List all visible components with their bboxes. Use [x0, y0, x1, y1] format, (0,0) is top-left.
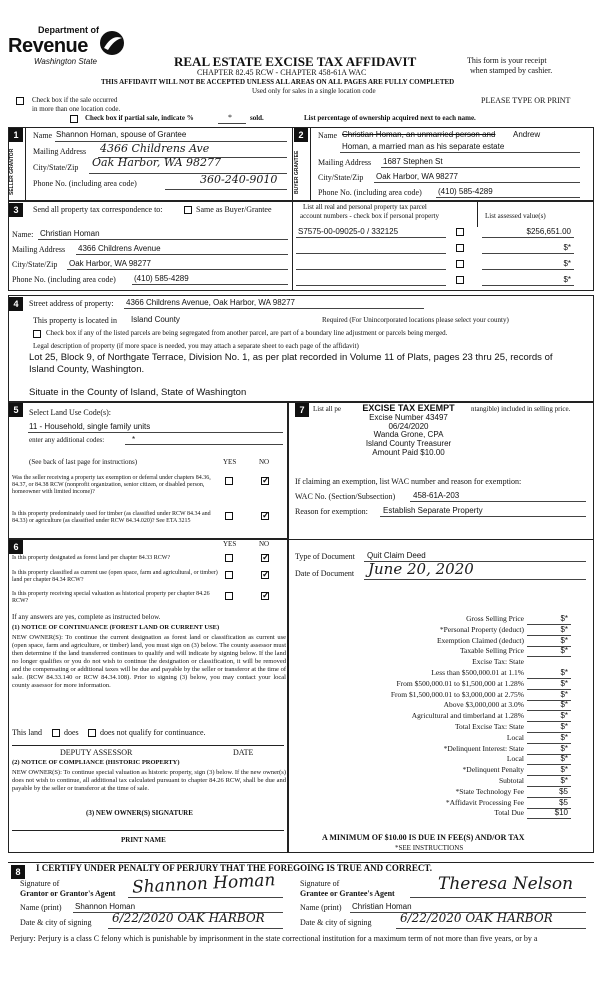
s5-q2-no[interactable]: [261, 512, 269, 520]
buyer-phone-label: Phone No. (including area code): [318, 188, 422, 197]
doc-date-label: Date of Document: [295, 569, 355, 578]
notice-1-body: NEW OWNER(S): To continue the current designation as forest land or classification as current use (open space, farm and agriculture, or timber) land, you must sign on (3) below. The county assessor must then determine if the land transferred continues to qualify and will indicate by signing below. If the land no longer qualifies or you do not wish to continue the designation or classification, it will be removed and the compensating or additional taxes will be due and payable by the seller or transferor at the time of sale. (RCW 84.33.140 or RCW 84.34.108). Prior to signing (3) below, you may contact your local county assessor for more information.: [12, 634, 286, 689]
county-label: This property is located in: [33, 316, 117, 325]
tax-row-value: $*: [560, 668, 568, 677]
tax-row-value: $*: [560, 776, 568, 785]
s5-q1-yes[interactable]: [225, 477, 233, 485]
section-6-box: [8, 539, 288, 853]
corr-mailing: 4366 Childrens Avenue: [78, 244, 161, 253]
section-5-badge: 5: [9, 403, 23, 417]
s6-yes-header: YES: [223, 540, 237, 548]
tax-row-value: $5: [559, 798, 568, 807]
stamp-date: 06/24/2020: [388, 421, 429, 431]
assessed-1: $256,651.00: [526, 227, 571, 236]
tax-row-label: Local: [506, 754, 524, 763]
parcel-1-personal-checkbox[interactable]: [456, 228, 464, 236]
tax-row-label: Excise Tax: State: [472, 657, 524, 666]
seller-phone: 360-240-9010: [200, 173, 278, 186]
partial-sold-label: sold.: [250, 114, 264, 122]
s5-q1: Was the seller receiving a property tax exemption or deferral under chapters 84.36, 84.37, or 84.38 RCW (nonprofit organization, senior citizen, or disabled person, homeowner with limited income)?: [12, 475, 211, 495]
section-3-badge: 3: [9, 203, 23, 217]
notice-2-body: NEW OWNER(S): To continue special valuation as historic property, sign (3) below. If the new owner(s) does not wish to continue, all additional tax calculated pursuant to chapter 84.26 RCW, shall be due and payable by the seller or transferor at the time of sale.: [12, 769, 286, 792]
assessed-header: List assessed value(s): [485, 212, 546, 220]
s6-q3: Is this property receiving special valuation as historical property per chapter 84.26 RCW?: [12, 591, 210, 604]
tax-row-label: *Affidavit Processing Fee: [445, 798, 524, 807]
s5-q2-yes[interactable]: [225, 512, 233, 520]
tax-row-value: $*: [560, 722, 568, 731]
buyer-side-label: BUYER GRANTEE: [294, 150, 300, 194]
s5-no-header: NO: [259, 458, 270, 466]
tax-row-label: Less than $500,000.01 at 1.1%: [431, 668, 524, 677]
stamp-number: Excise Number 43497: [369, 412, 448, 422]
stamp-amount: Amount Paid $10.00: [372, 448, 445, 458]
parcel-header-1: List all real and personal property tax parcel: [303, 203, 427, 211]
street-label: Street address of property:: [29, 299, 114, 308]
parcel-header-2: account numbers - check box if personal property: [300, 212, 439, 220]
perjury-note: Perjury: Perjury is a class C felony which is punishable by imprisonment in the state correctional institution for a maximum term of not more than five years, or by a: [10, 935, 538, 943]
legal-label: Legal description of property (if more space is needed, you may attach a separate sheet to each page of the affidavit): [33, 342, 359, 350]
buyer-mailing-label: Mailing Address: [318, 158, 372, 167]
buyer-name-struck: Christian Homan, an unmarried person and: [342, 130, 496, 139]
receipt-note-2: when stamped by cashier.: [470, 66, 553, 75]
buyer-city: Oak Harbor, WA 98277: [376, 172, 458, 181]
receipt-note-1: This form is your receipt: [467, 56, 547, 65]
notice-2-title: (2) NOTICE OF COMPLIANCE (HISTORIC PROPERTY): [12, 759, 180, 766]
grantor-print-label: Name (print): [20, 903, 62, 912]
tax-row-value: $*: [560, 765, 568, 774]
legal-line-2: Island County, Washington.: [29, 364, 145, 375]
tax-row-label: *State Technology Fee: [455, 787, 524, 796]
parcel-4-personal-checkbox[interactable]: [456, 276, 464, 284]
legal-line-1: Lot 25, Block 9, of Northgate Terrace, Division No. 1, as per plat recorded in Volume 11 of Plats, pages 23 thru 25, records of: [29, 352, 553, 363]
buyer-name-1: Andrew: [513, 130, 541, 139]
s6-q1-no[interactable]: [261, 554, 269, 562]
form-warning: THIS AFFIDAVIT WILL NOT BE ACCEPTED UNLESS ALL AREAS ON ALL PAGES ARE FULLY COMPLETED: [101, 78, 455, 86]
new-owner-signature-label: (3) NEW OWNER(S) SIGNATURE: [86, 809, 193, 817]
parcel-3-personal-checkbox[interactable]: [456, 260, 464, 268]
land-does-label: does: [64, 728, 79, 737]
s5-q2: Is this property predominately used for timber (as classified under RCW 84.34 and 84.33) or agriculture (as classified under RCW 84.34.020)? See ETA 3215: [12, 511, 211, 524]
stamp-name: Wanda Grone, CPA: [373, 430, 444, 440]
partial-sale-checkbox[interactable]: [70, 115, 78, 123]
grantor-date-city: 6/22/2020 OAK HARBOR: [112, 911, 265, 925]
grantor-date-city-label: Date & city of signing: [20, 918, 92, 927]
corr-name-label: Name:: [12, 230, 34, 239]
tax-row-label: Exemption Claimed (deduct): [436, 636, 524, 645]
assessed-2: $*: [563, 243, 571, 252]
tax-row-value: $5: [559, 787, 568, 796]
grantor-sig-label-2: Grantor or Grantor's Agent: [20, 889, 116, 898]
additional-codes-label: enter any additional codes:: [29, 436, 105, 444]
see-back-note: (See back of last page for instructions): [29, 458, 138, 466]
multi-location-checkbox[interactable]: [16, 97, 24, 105]
grantee-date-city: 6/22/2020 OAK HARBOR: [400, 911, 553, 925]
tax-row-label: Total Excise Tax: State: [454, 722, 524, 731]
wac-value: 458-61A-203: [413, 491, 460, 500]
s6-q1: Is this property designated as forest land per chapter 84.33 RCW?: [12, 555, 171, 561]
s6-q1-yes[interactable]: [225, 554, 233, 562]
grantor-sig-label-1: Signature of: [20, 879, 60, 888]
s6-no-header: NO: [259, 540, 270, 548]
grantee-sig-label-2: Grantee or Grantee's Agent: [300, 889, 395, 898]
assessed-4: $*: [563, 275, 571, 284]
section-7-badge: 7: [295, 403, 309, 417]
s6-q3-yes[interactable]: [225, 592, 233, 600]
grantor-signature: Shannon Homan: [131, 870, 276, 898]
see-instructions-note: *SEE INSTRUCTIONS: [395, 844, 464, 852]
doc-type-label: Type of Document: [295, 552, 355, 561]
segregated-label: Check box if any of the listed parcels are being segregated from another parcel, are part of a boundary line adjustment or parcels being merged.: [46, 329, 448, 337]
seller-name: Shannon Homan, spouse of Grantee: [56, 130, 187, 139]
partial-pct-field[interactable]: [218, 123, 246, 124]
dor-logo-icon: [98, 30, 126, 56]
tax-row-value: $*: [560, 754, 568, 763]
s5-q1-no[interactable]: [261, 477, 269, 485]
land-does-checkbox[interactable]: [52, 729, 60, 737]
tax-row-label: Taxable Selling Price: [459, 646, 524, 655]
seller-phone-label: Phone No. (including area code): [33, 179, 137, 188]
seller-city: Oak Harbor, WA 98277: [92, 156, 222, 169]
stamp-title: EXCISE TAX EXEMPT: [362, 403, 455, 413]
s5-yes-header: YES: [223, 458, 237, 466]
tax-row-value: $*: [560, 711, 568, 720]
same-as-buyer-checkbox[interactable]: [184, 206, 192, 214]
deputy-assessor-label: DEPUTY ASSESSOR: [60, 748, 133, 757]
grantee-sig-label-1: Signature of: [300, 879, 340, 888]
s6-q3-no[interactable]: [261, 592, 269, 600]
seller-side-label: SELLER GRANTOR: [9, 148, 15, 196]
corr-phone-label: Phone No. (including area code): [12, 275, 116, 284]
section-1-badge: 1: [9, 128, 23, 142]
tax-row-value: $*: [560, 625, 568, 634]
minimum-due-note: A MINIMUM OF $10.00 IS DUE IN FEE(S) AND/OR TAX: [322, 833, 525, 842]
tax-row-label: Subtotal: [498, 776, 524, 785]
tax-row-value: $*: [560, 733, 568, 742]
excise-exempt-stamp: [346, 404, 471, 458]
legal-line-3: Situate in the County of Island, State of Washington: [29, 387, 247, 398]
form-chapter: CHAPTER 82.45 RCW - CHAPTER 458-61A WAC: [197, 68, 367, 77]
personal-property-intro-b: ntangible) included in selling price.: [471, 405, 571, 413]
land-use-label: Select Land Use Code(s):: [29, 408, 111, 417]
partial-sale-label: Check box if partial sale, indicate %: [85, 114, 194, 122]
parcel-1: S7575-00-09025-0 / 332125: [298, 227, 399, 236]
tax-row-label: *Delinquent Penalty: [462, 765, 524, 774]
land-use-value: 11 - Household, single family units: [29, 422, 151, 431]
seller-mailing: 4366 Childrens Ave: [100, 142, 210, 155]
grantee-print-label: Name (print): [300, 903, 342, 912]
corr-city: Oak Harbor, WA 98277: [69, 259, 151, 268]
tax-row-label: Gross Selling Price: [466, 614, 524, 623]
buyer-phone: (410) 585-4289: [438, 187, 493, 196]
certify-statement: I CERTIFY UNDER PENALTY OF PERJURY THAT THE FOREGOING IS TRUE AND CORRECT.: [36, 863, 433, 873]
tax-row-label: Agricultural and timberland at 1.28%: [411, 711, 524, 720]
dept-logo-text: Revenue: [8, 35, 88, 57]
corr-city-label: City/State/Zip: [12, 260, 58, 269]
grantee-print-name: Christian Homan: [352, 902, 412, 911]
grantee-signature: Theresa Nelson: [438, 874, 574, 894]
print-name-label: PRINT NAME: [121, 836, 166, 844]
partial-pct-value: *: [228, 113, 232, 122]
wac-label: WAC No. (Section/Subsection): [295, 492, 396, 501]
tax-row-label: From $500,000.01 to $1,500,000 at 1.28%: [396, 679, 524, 688]
tax-row-value: $*: [560, 690, 568, 699]
buyer-name-2: Homan, a married man as his separate estate: [342, 142, 505, 151]
s6-q2-yes[interactable]: [225, 571, 233, 579]
tax-row-value: $10: [554, 808, 568, 817]
s6-q2: Is this property classified as current use (open space, farm and agricultural, or timber) land per chapter 84.34 RCW?: [12, 570, 218, 583]
seller-name-label: Name: [33, 131, 53, 140]
list-pct-note: List percentage of ownership acquired next to each name.: [304, 114, 476, 122]
parcel-2-personal-checkbox[interactable]: [456, 244, 464, 252]
assessed-3: $*: [563, 259, 571, 268]
please-type: PLEASE TYPE OR PRINT: [481, 96, 571, 105]
notice-1-title: (1) NOTICE OF CONTINUANCE (FOREST LAND OR CURRENT USE): [12, 624, 220, 631]
dept-small: Department of: [38, 25, 100, 35]
additional-codes-value: *: [132, 435, 136, 444]
personal-property-intro-a: List all pe: [313, 405, 341, 413]
tax-row-line: [527, 818, 571, 819]
tax-row-line: [527, 656, 571, 657]
form-title: REAL ESTATE EXCISE TAX AFFIDAVIT: [174, 54, 417, 69]
seller-city-label: City/State/Zip: [33, 163, 79, 172]
reason-value: Establish Separate Property: [383, 506, 483, 515]
tax-row-value: $*: [560, 744, 568, 753]
section-8-badge: 8: [11, 865, 25, 879]
tax-row-label: *Delinquent Interest: State: [443, 744, 524, 753]
buyer-city-label: City/State/Zip: [318, 173, 364, 182]
correspondence-label: Send all property tax correspondence to:: [33, 205, 163, 214]
tax-row-label: Local: [506, 733, 524, 742]
tax-row-value: $*: [560, 646, 568, 655]
buyer-mailing: 1687 Stephen St: [383, 157, 443, 166]
corr-name: Christian Homan: [40, 229, 100, 238]
county-required: Required (For Unincorporated locations please select your county): [322, 316, 509, 324]
section-2-badge: 2: [294, 128, 308, 142]
seller-mailing-label: Mailing Address: [33, 147, 87, 156]
reason-label: Reason for exemption:: [295, 507, 368, 516]
tax-row-label: From $1,500,000.01 to $3,000,000 at 2.75%: [390, 690, 524, 699]
land-does-not-checkbox[interactable]: [88, 729, 96, 737]
doc-date-value: June 20, 2020: [368, 560, 474, 578]
tax-row-label: Above $3,000,000 at 3.0%: [443, 700, 524, 709]
buyer-name-label: Name: [318, 131, 338, 140]
tax-row-value: $*: [560, 700, 568, 709]
tax-row-value: $*: [560, 679, 568, 688]
section-6-badge: 6: [9, 540, 23, 554]
property-street: 4366 Childrens Avenue, Oak Harbor, WA 98277: [126, 298, 295, 307]
tax-row-value: $*: [560, 614, 568, 623]
s6-q2-no[interactable]: [261, 571, 269, 579]
grantee-date-city-label: Date & city of signing: [300, 918, 372, 927]
form-used-only: Used only for sales in a single location code: [252, 87, 376, 95]
tax-row-label: Total Due: [494, 808, 524, 817]
section-4-badge: 4: [9, 297, 23, 311]
deputy-date-label: DATE: [233, 748, 254, 757]
land-does-not-label: does not qualify for continuance.: [100, 728, 206, 737]
this-land-label: This land: [12, 728, 42, 737]
corr-mailing-label: Mailing Address: [12, 245, 66, 254]
tax-row-label: *Personal Property (deduct): [439, 625, 524, 634]
corr-phone: (410) 585-4289: [134, 274, 189, 283]
county-value: Island County: [131, 315, 180, 324]
grantor-print-name: Shannon Homan: [75, 902, 136, 911]
same-as-buyer-label: Same as Buyer/Grantee: [196, 205, 272, 214]
dept-state: Washington State: [34, 57, 98, 66]
exemption-claim-label: If claiming an exemption, list WAC number and reason for exemption:: [295, 477, 522, 486]
multi-location-label-1: Check box if the sale occurred: [32, 96, 118, 104]
segregated-checkbox[interactable]: [33, 330, 41, 338]
doc-type-value: Quit Claim Deed: [367, 551, 426, 560]
if-yes-note: If any answers are yes, complete as instructed below.: [12, 613, 161, 621]
stamp-office: Island County Treasurer: [365, 439, 452, 449]
tax-row-value: $*: [560, 636, 568, 645]
multi-location-label-2: in more than one location code.: [32, 105, 121, 113]
